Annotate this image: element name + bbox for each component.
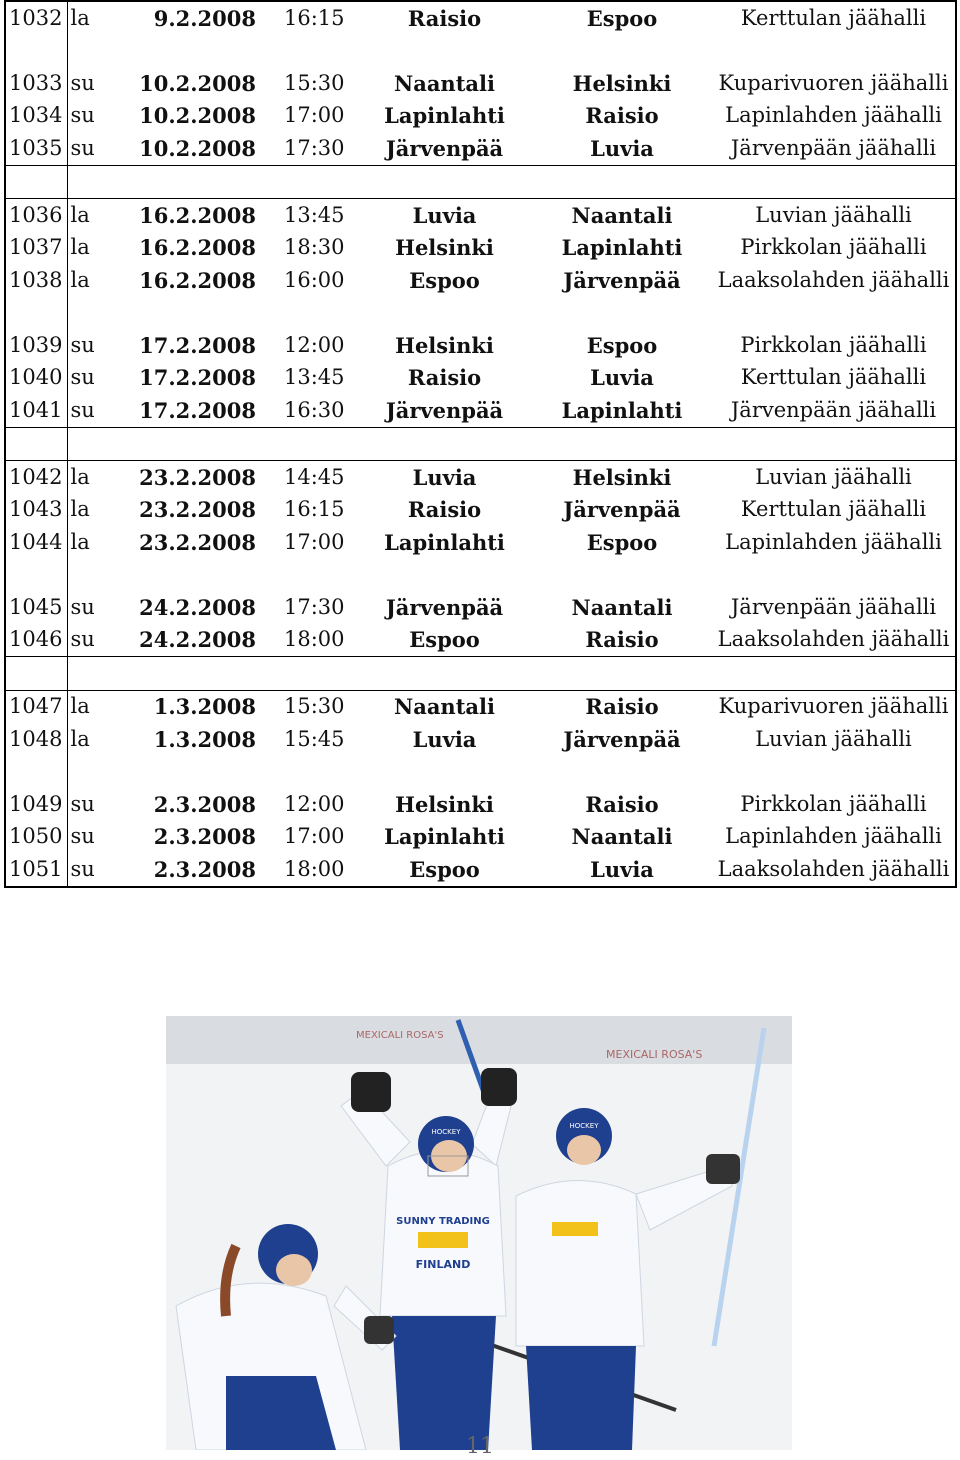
home-team-cell: Lapinlahti — [384, 529, 505, 555]
match-date-cell: 17.2.2008 — [139, 397, 256, 423]
match-time-cell: 12:00 — [284, 332, 345, 357]
separator-cell — [67, 35, 119, 68]
separator-cell — [67, 165, 119, 199]
separator-cell — [357, 35, 532, 68]
jersey-sponsor-center: SUNNY TRADING — [396, 1216, 490, 1227]
separator-cell — [5, 427, 67, 461]
home-team-cell: Luvia — [412, 202, 477, 228]
separator-cell — [5, 756, 67, 789]
match-time-cell: 17:00 — [284, 824, 345, 849]
separator-row — [5, 559, 956, 592]
separator-cell — [119, 297, 262, 330]
match-time-cell: 15:30 — [284, 70, 345, 95]
away-team-cell: Lapinlahti — [561, 235, 683, 261]
weekday-cell: la — [70, 529, 90, 554]
separator-cell — [532, 657, 712, 691]
separator-cell — [262, 165, 357, 199]
weekday-cell: su — [70, 791, 95, 816]
separator-cell — [357, 427, 532, 461]
separator-cell — [712, 427, 956, 461]
match-date-cell: 1.3.2008 — [153, 694, 256, 720]
game-number-cell: 1051 — [5, 853, 67, 887]
weekday-cell: la — [70, 5, 90, 30]
separator-cell — [67, 427, 119, 461]
home-team-cell: Järvenpää — [385, 135, 504, 161]
separator-cell — [712, 756, 956, 789]
separator-cell — [119, 756, 262, 789]
jersey-country-center: FINLAND — [415, 1258, 471, 1271]
match-date-cell: 16.2.2008 — [139, 267, 256, 293]
venue-cell: Pirkkolan jäähalli — [740, 332, 927, 357]
match-date-cell: 17.2.2008 — [139, 365, 256, 391]
home-team-cell: Helsinki — [395, 791, 494, 817]
away-team-cell: Espoo — [586, 5, 658, 31]
separator-row — [5, 756, 956, 789]
venue-cell: Pirkkolan jäähalli — [740, 791, 927, 816]
separator-cell — [262, 297, 357, 330]
match-date-cell: 2.3.2008 — [153, 824, 256, 850]
match-date-cell: 2.3.2008 — [153, 791, 256, 817]
separator-cell — [262, 559, 357, 592]
separator-cell — [262, 756, 357, 789]
match-date-cell: 23.2.2008 — [139, 529, 256, 555]
separator-cell — [67, 559, 119, 592]
venue-cell: Kuparivuoren jäähalli — [718, 70, 949, 95]
separator-cell — [67, 297, 119, 330]
home-team-cell: Espoo — [409, 627, 480, 653]
match-time-cell: 18:30 — [284, 235, 345, 260]
venue-cell: Järvenpään jäähalli — [730, 135, 937, 160]
table-row — [5, 67, 956, 100]
venue-cell: Kuparivuoren jäähalli — [718, 694, 949, 719]
separator-cell — [5, 559, 67, 592]
table-row — [5, 788, 956, 821]
match-time-cell: 16:30 — [284, 397, 345, 422]
venue-cell: Luvian jäähalli — [755, 726, 912, 751]
away-team-cell: Raisio — [585, 694, 659, 720]
table-row — [5, 591, 956, 624]
game-number-cell: 1036 — [5, 199, 67, 232]
table-row — [5, 853, 956, 887]
match-date-cell: 9.2.2008 — [153, 5, 256, 31]
game-number-cell: 1033 — [5, 67, 67, 100]
match-date-cell: 1.3.2008 — [153, 726, 256, 752]
separator-cell — [532, 165, 712, 199]
weekday-cell: su — [70, 856, 95, 881]
game-number-cell: 1041 — [5, 394, 67, 427]
home-team-cell: Raisio — [407, 365, 482, 391]
game-number-cell: 1049 — [5, 788, 67, 821]
separator-cell — [5, 297, 67, 330]
table-row — [5, 264, 956, 297]
rink-board-ad-right: MEXICALI ROSA'S — [606, 1048, 703, 1061]
separator-cell — [712, 297, 956, 330]
match-time-cell: 14:45 — [284, 464, 345, 489]
game-number-cell: 1046 — [5, 624, 67, 657]
home-team-cell: Naantali — [394, 70, 495, 96]
table-row — [5, 494, 956, 527]
home-team-cell: Naantali — [394, 694, 495, 720]
match-time-cell: 13:45 — [284, 202, 345, 227]
separator-cell — [357, 756, 532, 789]
match-time-cell: 18:00 — [284, 627, 345, 652]
weekday-cell: la — [70, 464, 90, 489]
venue-cell: Järvenpään jäähalli — [730, 594, 937, 619]
venue-cell: Kerttulan jäähalli — [740, 497, 927, 522]
match-time-cell: 13:45 — [284, 365, 345, 390]
separator-cell — [67, 756, 119, 789]
separator-cell — [532, 35, 712, 68]
svg-text:HOCKEY: HOCKEY — [569, 1122, 599, 1130]
players-illustration — [166, 1016, 792, 1450]
match-time-cell: 17:30 — [284, 135, 345, 160]
venue-cell: Kerttulan jäähalli — [740, 365, 927, 390]
home-team-cell: Raisio — [407, 5, 482, 31]
schedule-body — [5, 1, 956, 887]
table-row — [5, 362, 956, 395]
home-team-cell: Järvenpää — [385, 397, 504, 423]
weekday-cell: la — [70, 202, 90, 227]
separator-cell — [119, 427, 262, 461]
table-row — [5, 232, 956, 265]
separator-cell — [712, 657, 956, 691]
weekday-cell: su — [70, 135, 95, 160]
away-team-cell: Espoo — [586, 529, 658, 555]
separator-cell — [5, 657, 67, 691]
away-team-cell: Luvia — [590, 365, 654, 391]
away-team-cell: Järvenpää — [563, 726, 681, 752]
separator-cell — [532, 297, 712, 330]
table-row — [5, 132, 956, 165]
venue-cell: Laaksolahden jäähalli — [717, 627, 950, 652]
match-date-cell: 10.2.2008 — [139, 103, 256, 129]
match-time-cell: 15:45 — [284, 726, 345, 751]
separator-row — [5, 657, 956, 691]
separator-row — [5, 165, 956, 199]
away-team-cell: Lapinlahti — [561, 397, 683, 423]
match-time-cell: 16:15 — [284, 5, 345, 30]
game-number-cell: 1039 — [5, 329, 67, 362]
separator-cell — [5, 165, 67, 199]
away-team-cell: Raisio — [585, 627, 659, 653]
venue-cell: Laaksolahden jäähalli — [717, 267, 950, 292]
table-row — [5, 1, 956, 35]
venue-cell: Lapinlahden jäähalli — [725, 824, 942, 849]
game-number-cell: 1042 — [5, 461, 67, 494]
table-row — [5, 690, 956, 723]
separator-cell — [262, 427, 357, 461]
separator-cell — [532, 427, 712, 461]
match-time-cell: 12:00 — [284, 791, 345, 816]
venue-cell: Kerttulan jäähalli — [740, 5, 927, 30]
helmet-label-center: HOCKEY — [431, 1128, 461, 1136]
home-team-cell: Raisio — [407, 497, 482, 523]
weekday-cell: la — [70, 726, 90, 751]
venue-cell: Pirkkolan jäähalli — [740, 235, 927, 260]
away-team-cell: Järvenpää — [563, 267, 681, 293]
match-date-cell: 24.2.2008 — [139, 627, 256, 653]
separator-cell — [5, 35, 67, 68]
away-team-cell: Raisio — [585, 103, 659, 129]
venue-cell: Luvian jäähalli — [755, 464, 912, 489]
weekday-cell: su — [70, 332, 95, 357]
weekday-cell: su — [70, 103, 95, 128]
match-time-cell: 16:15 — [284, 497, 345, 522]
weekday-cell: la — [70, 267, 90, 292]
match-time-cell: 17:00 — [284, 103, 345, 128]
home-team-cell: Helsinki — [395, 235, 494, 261]
game-number-cell: 1034 — [5, 100, 67, 133]
weekday-cell: la — [70, 694, 90, 719]
game-number-cell: 1045 — [5, 591, 67, 624]
table-row — [5, 624, 956, 657]
separator-row — [5, 35, 956, 68]
separator-cell — [119, 657, 262, 691]
venue-cell: Luvian jäähalli — [755, 202, 912, 227]
home-team-cell: Espoo — [409, 856, 480, 882]
home-team-cell: Lapinlahti — [384, 824, 505, 850]
separator-cell — [357, 297, 532, 330]
separator-cell — [119, 35, 262, 68]
match-time-cell: 16:00 — [284, 267, 345, 292]
away-team-cell: Helsinki — [572, 464, 672, 490]
match-time-cell: 15:30 — [284, 694, 345, 719]
hockey-team-celebration-photo — [166, 1016, 792, 1450]
table-row — [5, 329, 956, 362]
separator-cell — [532, 559, 712, 592]
game-number-cell: 1047 — [5, 690, 67, 723]
weekday-cell: su — [70, 824, 95, 849]
venue-cell: Lapinlahden jäähalli — [725, 103, 942, 128]
home-team-cell: Luvia — [412, 726, 477, 752]
weekday-cell: su — [70, 365, 95, 390]
match-date-cell: 23.2.2008 — [139, 497, 256, 523]
game-number-cell: 1035 — [5, 132, 67, 165]
separator-cell — [357, 657, 532, 691]
venue-cell: Järvenpään jäähalli — [730, 397, 937, 422]
separator-cell — [262, 657, 357, 691]
venue-cell: Lapinlahden jäähalli — [725, 529, 942, 554]
separator-cell — [712, 559, 956, 592]
table-row — [5, 394, 956, 427]
table-row — [5, 461, 956, 494]
match-date-cell: 24.2.2008 — [139, 594, 256, 620]
match-date-cell: 16.2.2008 — [139, 202, 256, 228]
away-team-cell: Luvia — [590, 135, 654, 161]
separator-cell — [357, 559, 532, 592]
home-team-cell: Luvia — [412, 464, 477, 490]
rink-board-ad-left: MEXICALI ROSA'S — [356, 1030, 444, 1041]
match-time-cell: 18:00 — [284, 856, 345, 881]
table-row — [5, 723, 956, 756]
match-date-cell: 2.3.2008 — [153, 856, 256, 882]
separator-cell — [532, 756, 712, 789]
home-team-cell: Espoo — [409, 267, 480, 293]
game-number-cell: 1032 — [5, 1, 67, 35]
home-team-cell: Järvenpää — [385, 594, 504, 620]
table-row — [5, 821, 956, 854]
away-team-cell: Helsinki — [572, 70, 672, 96]
separator-cell — [712, 165, 956, 199]
page-number: 11 — [466, 1434, 494, 1459]
away-team-cell: Luvia — [590, 856, 654, 882]
home-team-cell: Lapinlahti — [384, 103, 505, 129]
away-team-cell: Järvenpää — [563, 497, 681, 523]
game-number-cell: 1048 — [5, 723, 67, 756]
game-number-cell: 1043 — [5, 494, 67, 527]
weekday-cell: su — [70, 594, 95, 619]
game-number-cell: 1037 — [5, 232, 67, 265]
weekday-cell: su — [70, 397, 95, 422]
venue-cell: Laaksolahden jäähalli — [717, 856, 950, 881]
separator-cell — [119, 559, 262, 592]
weekday-cell: su — [70, 70, 95, 95]
table-row — [5, 199, 956, 232]
away-team-cell: Espoo — [586, 332, 658, 358]
match-date-cell: 10.2.2008 — [139, 135, 256, 161]
match-time-cell: 17:00 — [284, 529, 345, 554]
match-time-cell: 17:30 — [284, 594, 345, 619]
game-number-cell: 1038 — [5, 264, 67, 297]
schedule-table — [4, 0, 957, 888]
game-number-cell: 1044 — [5, 526, 67, 559]
weekday-cell: la — [70, 497, 90, 522]
separator-cell — [712, 35, 956, 68]
away-team-cell: Naantali — [571, 824, 673, 850]
weekday-cell: la — [70, 235, 90, 260]
match-date-cell: 23.2.2008 — [139, 464, 256, 490]
game-number-cell: 1040 — [5, 362, 67, 395]
match-date-cell: 10.2.2008 — [139, 70, 256, 96]
match-date-cell: 16.2.2008 — [139, 235, 256, 261]
separator-cell — [119, 165, 262, 199]
separator-row — [5, 427, 956, 461]
separator-cell — [262, 35, 357, 68]
table-row — [5, 526, 956, 559]
weekday-cell: su — [70, 627, 95, 652]
home-team-cell: Helsinki — [395, 332, 494, 358]
away-team-cell: Naantali — [571, 202, 673, 228]
separator-cell — [357, 165, 532, 199]
away-team-cell: Naantali — [571, 594, 673, 620]
game-number-cell: 1050 — [5, 821, 67, 854]
separator-cell — [67, 657, 119, 691]
away-team-cell: Raisio — [585, 791, 659, 817]
table-row — [5, 100, 956, 133]
match-date-cell: 17.2.2008 — [139, 332, 256, 358]
separator-row — [5, 297, 956, 330]
